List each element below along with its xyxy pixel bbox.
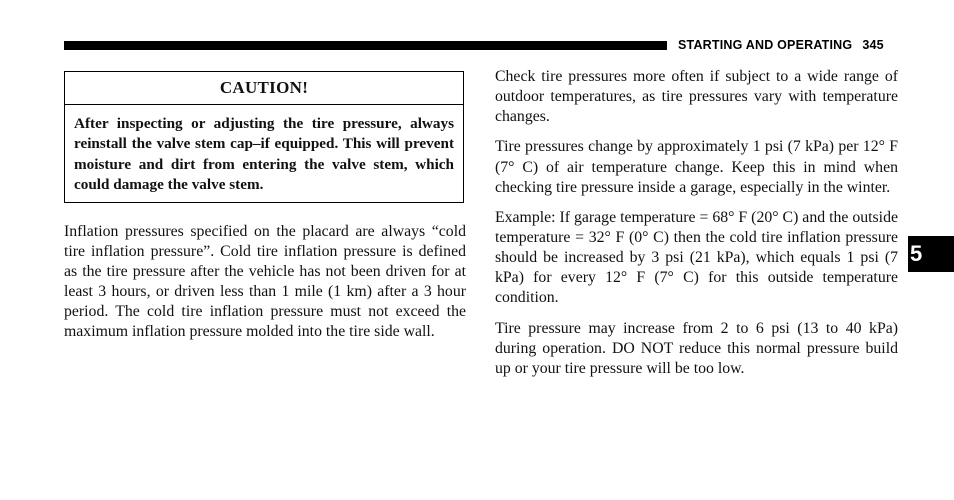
- right-column: [495, 67, 898, 389]
- paragraph-pressure-change: Tire pressures change by approximately 1 psi (7 kPa) per 12° F (7° C) of air temperature change. Keep this in mind when checking tire pressure inside a garage, especially in the winter.: [495, 138, 898, 196]
- inflation-pressure-paragraph: Inflation pressures specified on the placard are always “cold tire inflation pressure”. Cold tire inflation pressure is defined as the tire pressure after the vehicle has not been driven for at least 3 hours, or driven less than 1 mile (1 km) after a 3 hour period. The cold tire inflation pressure must not exceed the maximum inflation pressure molded into the tire side wall.: [64, 223, 466, 341]
- chapter-number: 5: [910, 241, 923, 266]
- page-number: 345: [862, 38, 884, 52]
- chapter-tab: [908, 236, 954, 272]
- paragraph-pressure-increase: Tire pressure may increase from 2 to 6 psi (13 to 40 kPa) during operation. DO NOT reduce this normal pressure build up or your tire pressure will be too low.: [495, 319, 898, 377]
- header-rule: [64, 41, 667, 50]
- caution-title: CAUTION!: [65, 72, 463, 105]
- caution-box: [64, 71, 464, 203]
- running-header: [678, 38, 884, 52]
- paragraph-check-pressures: Check tire pressures more often if subject to a wide range of outdoor temperatures, as tire pressures vary with temperature changes.: [495, 68, 898, 126]
- caution-body: After inspecting or adjusting the tire pressure, always reinstall the valve stem cap–if equipped. This will prevent moisture and dirt from entering the valve stem, which could damage the valve stem.: [74, 115, 454, 193]
- section-title: STARTING AND OPERATING: [678, 38, 853, 52]
- paragraph-example: Example: If garage temperature = 68° F (20° C) and the outside temperature = 32° F (0° C) then the cold tire inflation pressure should be increased by 3 psi (21 kPa), which equals 1 psi (7 kPa) for every 12° F (7° C) for this outside temperature condition.: [495, 208, 898, 307]
